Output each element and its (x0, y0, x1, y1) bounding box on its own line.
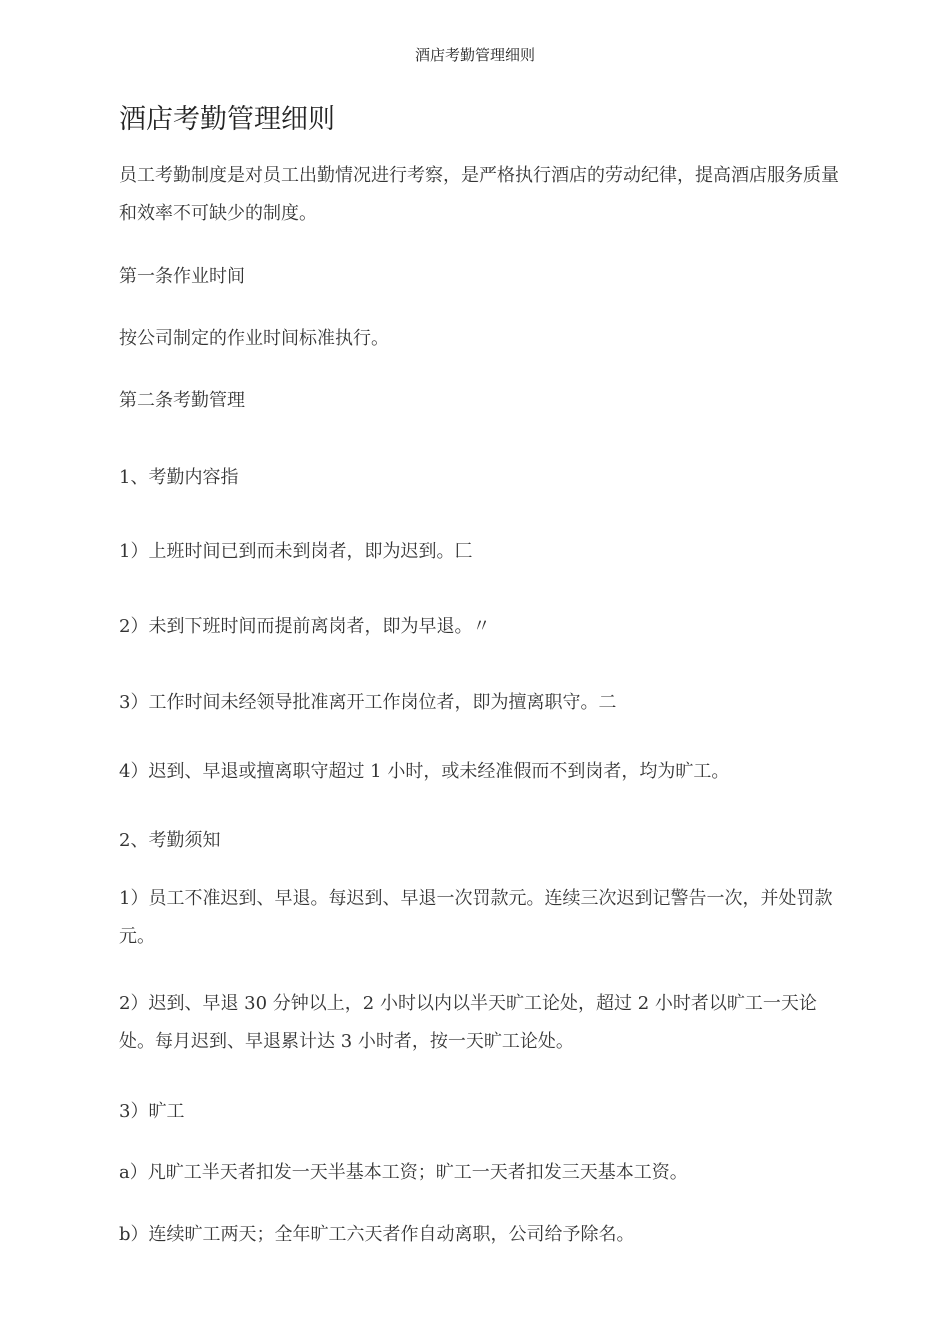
notice-item-2: 2）迟到、早退 30 分钟以上，2 小时以内以半天旷工论处，超过 2 小时者以旷工一天论处。每月迟到、早退累计达 3 小时者，按一天旷工论处。 (119, 993, 817, 1052)
intro-paragraph: 员工考勤制度是对员工出勤情况进行考察，是严格执行酒店的劳动纪律，提高酒店服务质量和效率不可缺少的制度。 (119, 165, 839, 224)
notice-item-1: 1）员工不准迟到、早退。每迟到、早退一次罚款元。连续三次迟到记警告一次，并处罚款元。 (119, 888, 833, 947)
document-title: 酒店考勤管理细则 (119, 104, 335, 135)
list-item-leave-post: 3）工作时间未经领导批准离开工作岗位者，即为擅离职守。二 (119, 692, 617, 713)
list-item-early-leave: 2）未到下班时间而提前离岗者，即为早退。〃 (119, 616, 491, 637)
notice-item-3a: a）凡旷工半天者扣发一天半基本工资；旷工一天者扣发三天基本工资。 (119, 1162, 688, 1183)
article-2-heading: 第二条考勤管理 (119, 390, 245, 411)
article-1-body: 按公司制定的作业时间标准执行。 (119, 328, 389, 349)
article-1-heading: 第一条作业时间 (119, 266, 245, 287)
list-item-absenteeism: 4）迟到、早退或擅离职守超过 1 小时，或未经准假而不到岗者，均为旷工。 (119, 761, 730, 782)
section-1-heading: 1、考勤内容指 (119, 467, 239, 488)
running-header: 酒店考勤管理细则 (414, 46, 535, 64)
list-item-late: 1）上班时间已到而未到岗者，即为迟到。匚 (119, 541, 473, 562)
notice-item-3-heading: 3）旷工 (119, 1101, 185, 1122)
section-2-heading: 2、考勤须知 (119, 830, 221, 851)
notice-item-3b: b）连续旷工两天；全年旷工六天者作自动离职，公司给予除名。 (119, 1224, 635, 1245)
